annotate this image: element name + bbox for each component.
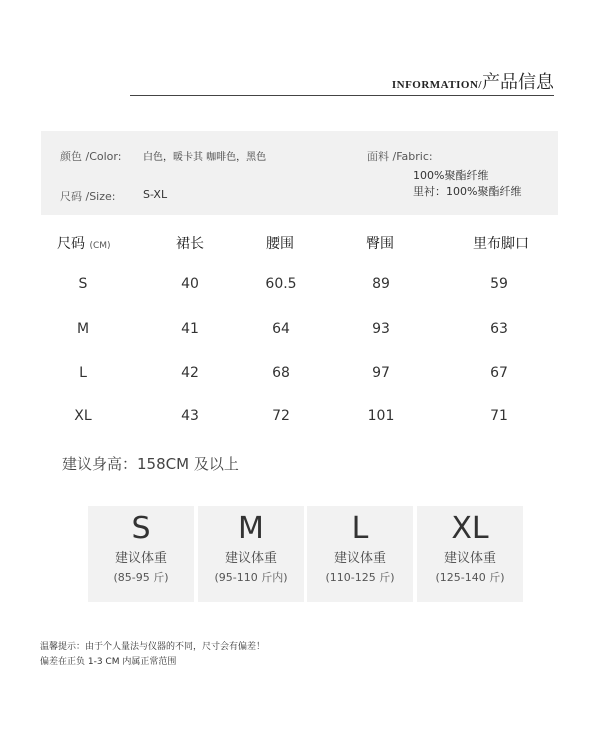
table-header-length: 裙长 (176, 236, 204, 252)
table-header-hem: 里布脚口 (473, 236, 529, 252)
fabric-label: 面料 /Fabric: (367, 150, 433, 163)
weight-card-range: (85-95 斤) (113, 571, 169, 584)
table-cell: 101 (367, 408, 395, 424)
table-cell: 71 (490, 408, 508, 424)
table-header-waist: 腰围 (266, 236, 294, 252)
section-title-zh: 产品信息 (482, 72, 554, 93)
table-cell: 59 (490, 276, 508, 292)
table-cell: 42 (181, 365, 199, 381)
lining-value: 里衬：100%聚酯纤维 (413, 185, 522, 198)
section-title-en: INFORMATION/ (391, 79, 482, 91)
weight-card-label: 建议体重 (224, 551, 277, 566)
tolerance-note: 偏差在正负 1-3 CM 内属正常范围 (40, 657, 177, 667)
weight-card-label: 建议体重 (443, 551, 496, 566)
table-cell: 68 (272, 365, 290, 381)
table-cell: 40 (181, 276, 199, 292)
recommended-height: 建议身高：158CM 及以上 (62, 455, 239, 473)
fabric-value: 100%聚酯纤维 (413, 169, 489, 182)
color-label: 颜色 /Color: (60, 150, 122, 163)
table-cell: 41 (181, 321, 199, 337)
table-cell: 97 (372, 365, 390, 381)
table-cell: XL (74, 408, 92, 424)
table-cell: 93 (372, 321, 390, 337)
table-cell: 63 (490, 321, 508, 337)
table-header-size (57, 233, 111, 253)
table-cell: L (79, 365, 87, 381)
weight-card-s (88, 506, 194, 602)
header-size-label: 尺码 (57, 236, 85, 252)
table-cell: 60.5 (265, 276, 297, 292)
weight-card-m (198, 506, 304, 602)
section-title (392, 68, 554, 94)
weight-card-l (307, 506, 413, 602)
table-cell: M (76, 321, 90, 337)
table-cell: 43 (181, 408, 199, 424)
table-cell: 89 (372, 276, 390, 292)
weight-card-range: (110-125 斤) (325, 571, 395, 584)
weight-card-size: XL (451, 511, 489, 546)
table-cell: 67 (490, 365, 508, 381)
header-divider (130, 95, 554, 96)
table-header-hip: 臀围 (366, 236, 394, 252)
weight-card-label: 建议体重 (333, 551, 386, 566)
table-cell: 72 (272, 408, 290, 424)
weight-card-size: L (351, 511, 369, 546)
weight-card-xl (417, 506, 523, 602)
weight-card-range: (95-110 斤内) (214, 571, 288, 584)
header-unit: (CM) (89, 241, 111, 251)
size-label: 尺码 /Size: (60, 190, 116, 203)
weight-card-size: M (238, 511, 264, 546)
measurement-note: 温馨提示：由于个人量法与仪器的不同，尺寸会有偏差！ (40, 642, 266, 652)
table-cell: S (78, 276, 88, 292)
weight-card-range: (125-140 斤) (435, 571, 505, 584)
table-cell: 64 (272, 321, 290, 337)
weight-card-label: 建议体重 (114, 551, 167, 566)
size-value: S-XL (143, 188, 168, 201)
weight-card-size: S (131, 511, 151, 546)
color-value: 白色，暖卡其 咖啡色，黑色 (143, 152, 267, 163)
